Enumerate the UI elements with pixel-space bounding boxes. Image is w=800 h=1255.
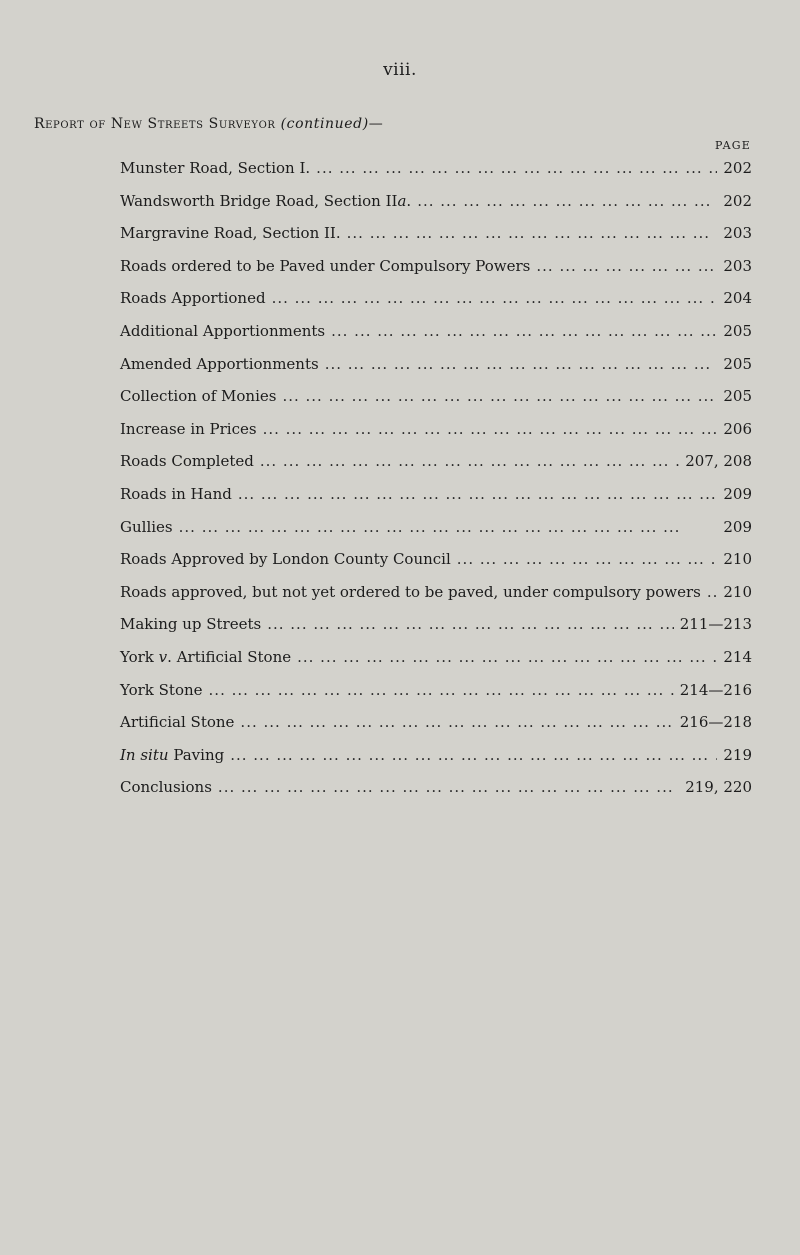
toc-entry-title: Additional Apportionments bbox=[120, 321, 326, 340]
toc-entry-page: 207, 208 bbox=[685, 452, 752, 471]
toc-entry-title bbox=[120, 641, 291, 674]
toc-entry-page: 209 bbox=[723, 484, 752, 503]
toc-entry-title: Making up Streets bbox=[120, 615, 262, 634]
toc-entry bbox=[120, 282, 752, 315]
dot-leader bbox=[457, 543, 718, 576]
toc-entry bbox=[120, 445, 752, 478]
toc-entry-title: Munster Road, Section I. bbox=[120, 159, 311, 177]
toc-entry-title: Roads ordered to be Paved under Compulsory Powers bbox=[120, 256, 531, 275]
section-heading bbox=[34, 116, 383, 132]
toc-entry-page: 211—213 bbox=[679, 615, 752, 634]
toc-entry bbox=[120, 478, 752, 511]
dot-leader bbox=[218, 771, 679, 804]
toc-entry bbox=[120, 185, 752, 218]
dot-leader bbox=[230, 739, 717, 772]
toc-entry-title: Roads approved, but not yet ordered to be paved, under compulsory powers bbox=[120, 582, 701, 601]
toc-entry-title: Collection of Monies bbox=[120, 387, 277, 406]
toc-entry bbox=[120, 641, 752, 674]
dot-leader bbox=[331, 315, 717, 348]
toc-entry bbox=[120, 674, 752, 707]
dot-leader bbox=[347, 217, 718, 250]
dot-leader bbox=[297, 641, 717, 674]
toc-entry bbox=[120, 315, 752, 348]
page-number: viii. bbox=[383, 60, 417, 80]
dot-leader bbox=[209, 674, 674, 707]
dot-leader bbox=[267, 608, 674, 641]
section-heading-title: Report of New Streets Surveyor bbox=[34, 116, 276, 132]
toc-entry-title: Conclusions bbox=[120, 778, 212, 797]
toc-entry-title-main: Wandsworth Bridge Road, Section II bbox=[120, 191, 398, 210]
toc-entry-page: 214—216 bbox=[679, 680, 752, 699]
toc-entry-title: Artificial Stone bbox=[120, 713, 235, 732]
dot-leader bbox=[325, 348, 718, 381]
toc-entry bbox=[120, 608, 752, 641]
dot-leader bbox=[263, 413, 718, 446]
section-heading-continued: (continued) bbox=[280, 116, 369, 132]
dot-leader bbox=[260, 445, 679, 478]
dot-leader bbox=[238, 478, 718, 511]
toc-entry-title-italic: a bbox=[397, 191, 407, 210]
toc-entry bbox=[120, 706, 752, 739]
toc-entry-title: York Stone bbox=[120, 680, 203, 699]
dot-leader bbox=[179, 511, 718, 544]
toc-entry bbox=[120, 380, 752, 413]
toc-entry bbox=[120, 413, 752, 446]
toc-entry-title: Amended Apportionments bbox=[120, 354, 319, 373]
dot-leader bbox=[316, 152, 717, 185]
toc-entry-page: 205 bbox=[723, 354, 752, 373]
section-heading-dash: — bbox=[368, 116, 384, 132]
toc-entry-title: Gullies bbox=[120, 517, 173, 536]
toc-entry-page: 209 bbox=[723, 517, 752, 536]
toc-entry-title: Roads Completed bbox=[120, 452, 254, 471]
toc-entry-title bbox=[120, 185, 411, 218]
toc-entry-page: 203 bbox=[723, 256, 752, 275]
page-column-header: PAGE bbox=[715, 139, 751, 152]
toc-entry bbox=[120, 217, 752, 250]
toc-entry-page: 202 bbox=[723, 159, 752, 177]
toc-entry-title-italic: In situ bbox=[120, 745, 169, 764]
table-of-contents bbox=[120, 152, 752, 804]
dot-leader bbox=[240, 706, 673, 739]
toc-entry bbox=[120, 576, 752, 609]
toc-entry-title-end: . Artificial Stone bbox=[167, 647, 292, 666]
toc-entry-page: 204 bbox=[723, 289, 752, 308]
toc-entry-page: 219 bbox=[723, 745, 752, 764]
toc-entry bbox=[120, 771, 752, 804]
toc-entry-title: Roads in Hand bbox=[120, 484, 232, 503]
toc-entry-page: 219, 220 bbox=[685, 778, 752, 797]
toc-entry-title: Roads Approved by London County Council bbox=[120, 550, 451, 569]
toc-entry-title: Increase in Prices bbox=[120, 419, 257, 438]
toc-entry-page: 203 bbox=[723, 224, 752, 243]
toc-entry bbox=[120, 543, 752, 576]
toc-entry-page: 210 bbox=[723, 582, 752, 601]
dot-leader bbox=[536, 250, 717, 283]
dot-leader bbox=[707, 576, 717, 609]
toc-entry-page: 216—218 bbox=[679, 713, 752, 732]
toc-entry bbox=[120, 250, 752, 283]
toc-entry-title: Margravine Road, Section II. bbox=[120, 224, 341, 243]
toc-entry-title bbox=[120, 739, 224, 772]
dot-leader bbox=[272, 282, 718, 315]
toc-entry-title-italic: v bbox=[158, 647, 168, 666]
toc-entry-page: 205 bbox=[723, 321, 752, 340]
toc-entry-title-end: . bbox=[406, 191, 412, 210]
toc-entry-title-end: Paving bbox=[168, 745, 225, 764]
dot-leader bbox=[417, 185, 717, 218]
toc-entry-page: 205 bbox=[723, 387, 752, 406]
toc-entry bbox=[120, 348, 752, 381]
toc-entry-title: Roads Apportioned bbox=[120, 289, 266, 308]
toc-entry bbox=[120, 739, 752, 772]
toc-entry-page: 214 bbox=[723, 647, 752, 666]
toc-entry-page: 202 bbox=[723, 191, 752, 210]
toc-entry-page: 206 bbox=[723, 419, 752, 438]
toc-entry bbox=[120, 152, 752, 185]
toc-entry-page: 210 bbox=[723, 550, 752, 569]
toc-entry-title-main: York bbox=[120, 647, 159, 666]
toc-entry bbox=[120, 511, 752, 544]
dot-leader bbox=[282, 380, 717, 413]
